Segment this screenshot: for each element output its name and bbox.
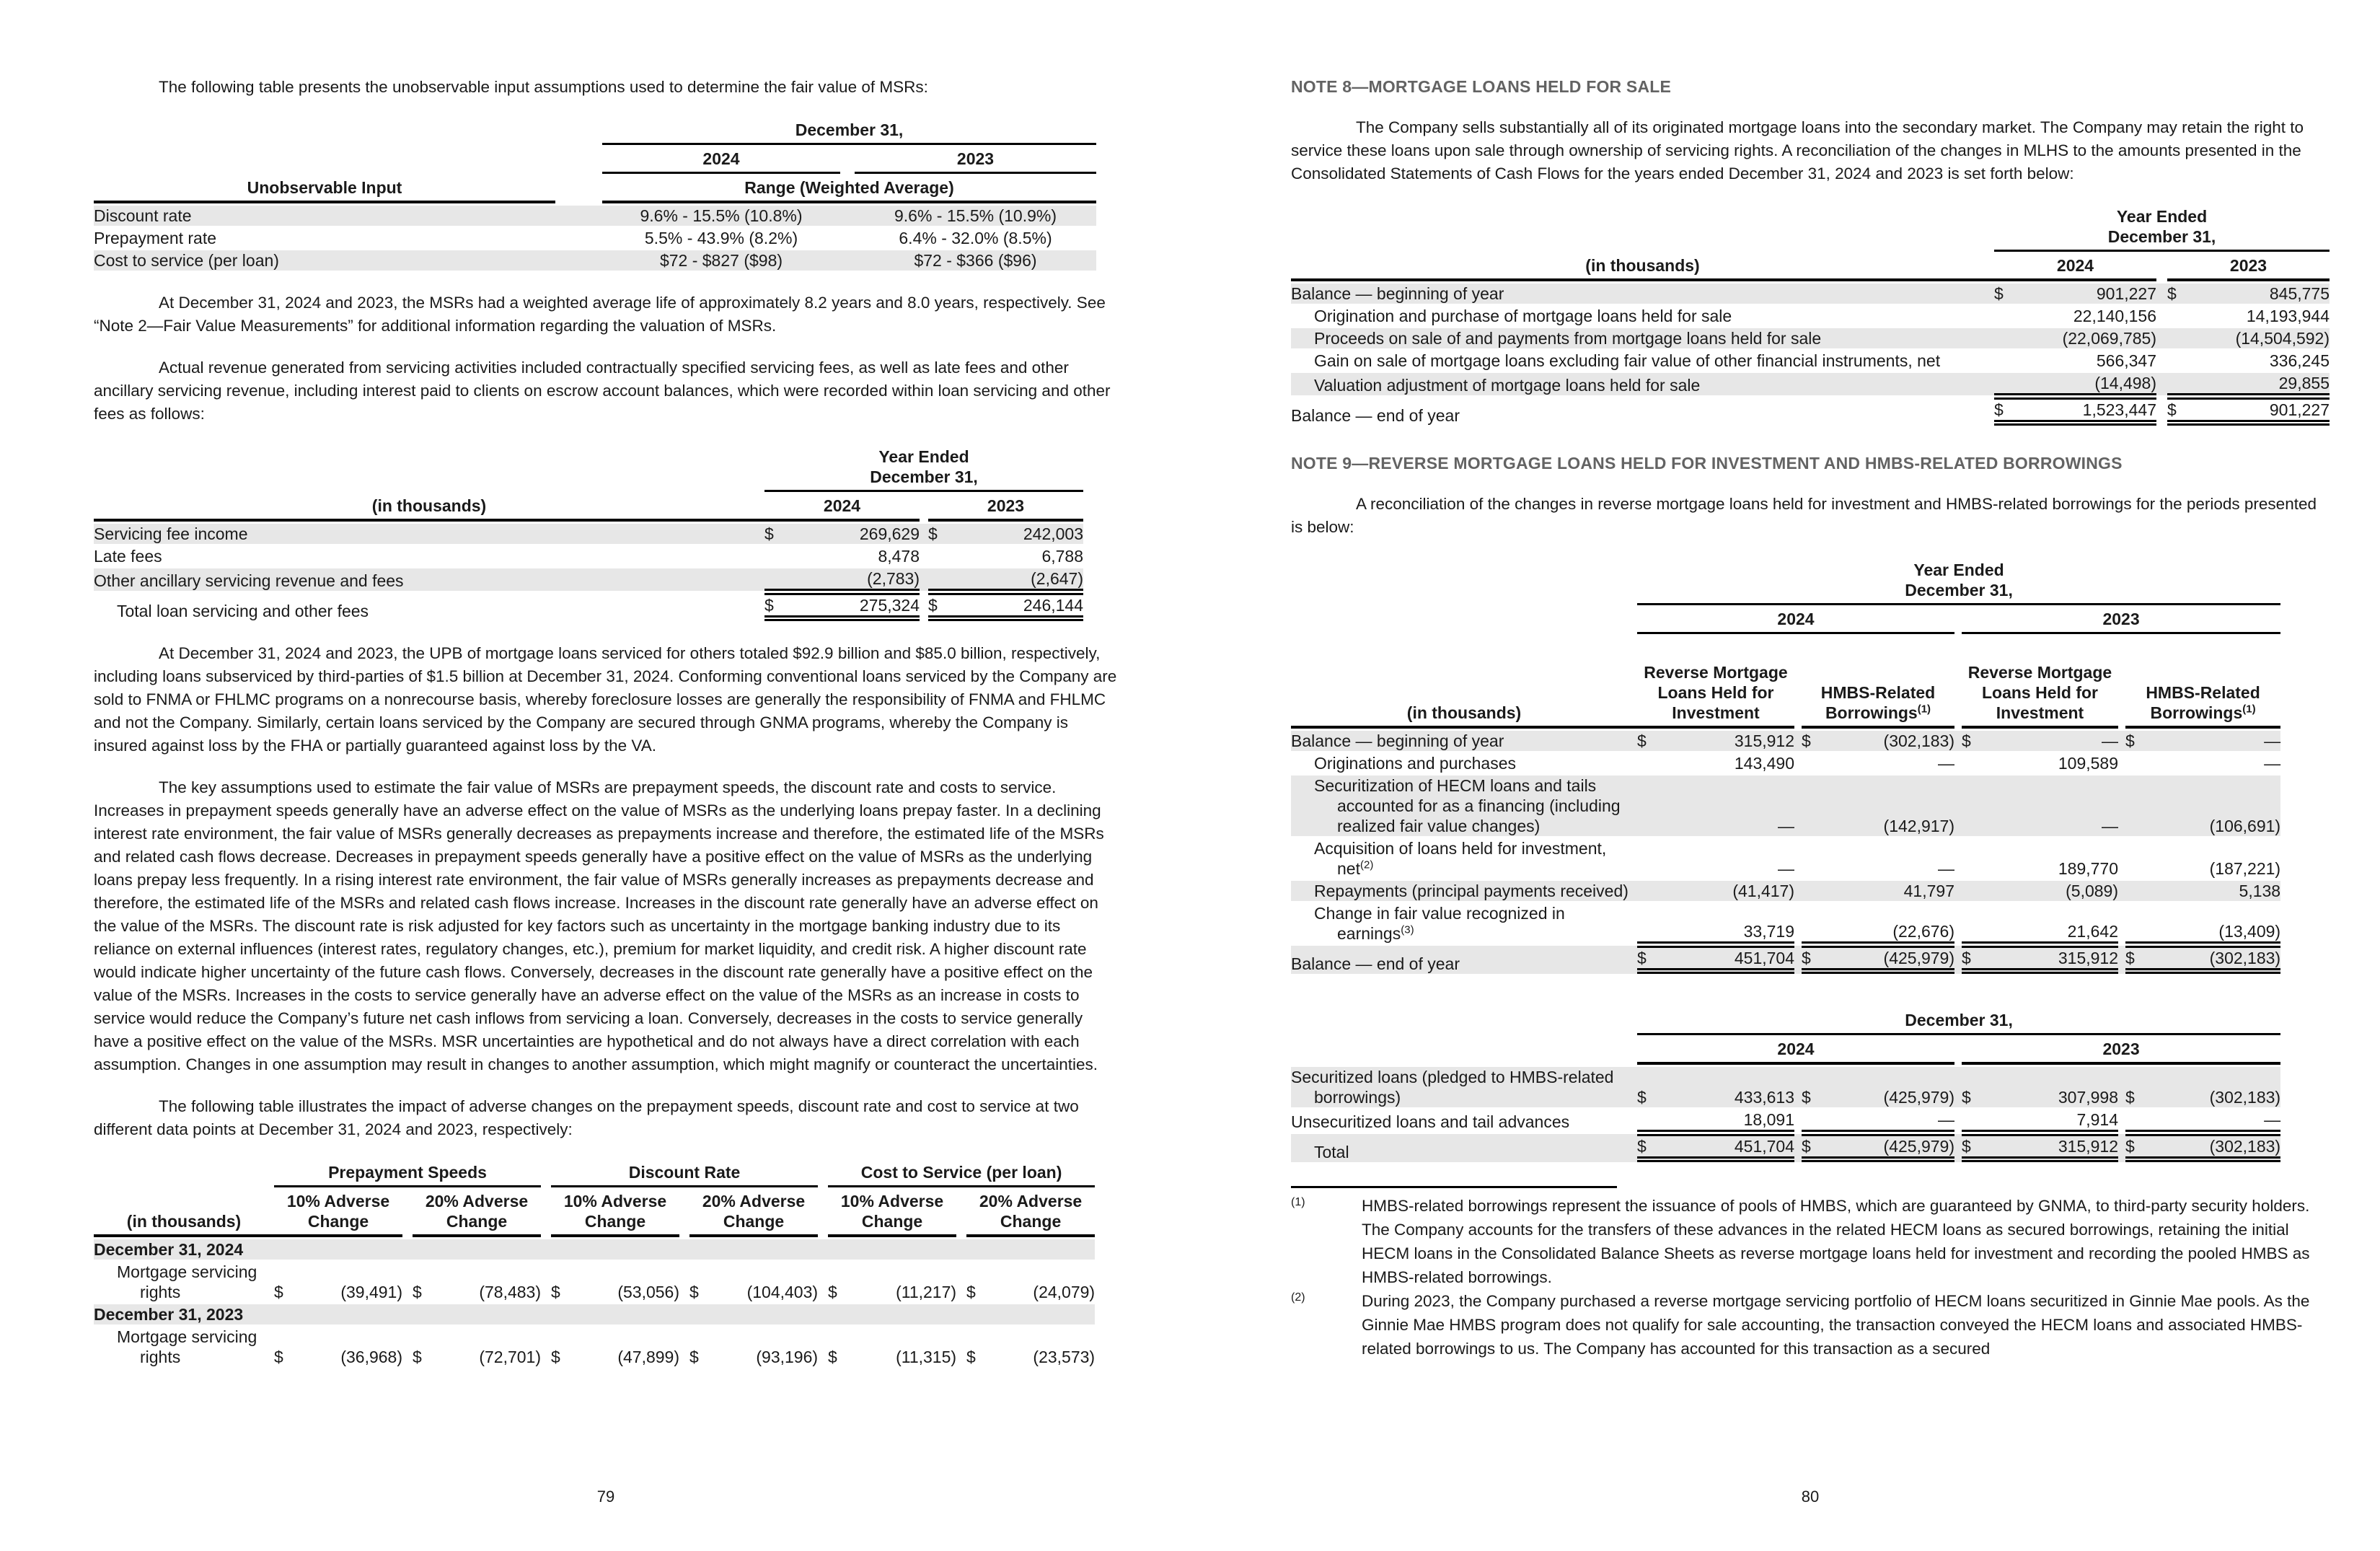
row-label: December 31, 2023: [94, 1305, 244, 1324]
cell-value: (142,917): [1883, 817, 1954, 835]
page-80: [1291, 0, 2330, 1361]
cell-value: $ (425,979): [1802, 946, 1954, 974]
row-label: Gain on sale of mortgage loans excluding fair value of other financial instruments, net: [1314, 351, 1941, 370]
range-header: Range (Weighted Average): [602, 176, 1096, 203]
cell-value: 5.5% - 43.9% (8.2%): [644, 229, 798, 247]
msr-inputs-table: [94, 116, 1096, 273]
year-2023-header: 2023: [928, 494, 1083, 522]
cell-value: $ (23,573): [966, 1348, 1096, 1366]
reverse-mortgage-column-header: Reverse Mortgage Loans Held for Investment: [1962, 636, 2118, 729]
table-row: [94, 1262, 1095, 1302]
cell-value: $ (11,217): [828, 1283, 957, 1301]
year-2024-header: 2024: [1637, 607, 1954, 634]
cell-value: $ (78,483): [413, 1283, 542, 1301]
cell-value: (187,221): [2209, 859, 2281, 878]
year-2023-header: 2023: [1962, 1037, 2280, 1065]
cell-value: —: [1802, 1110, 1954, 1132]
row-label: Mortgage servicing rights: [117, 1327, 257, 1366]
table-section-row: [94, 1239, 1095, 1260]
table-header-row: [1291, 607, 2280, 634]
table-row: [94, 1327, 1095, 1367]
cell-value: $ 451,704: [1637, 946, 1794, 974]
cell-value: $ (425,979): [1802, 1134, 1954, 1162]
cell-value: (14,498): [1994, 373, 2156, 395]
footnote-1: [1291, 1194, 2330, 1289]
table-header-row: [94, 494, 1083, 522]
table-row: [1291, 776, 2280, 836]
prepayment-speeds-header: Prepayment Speeds: [274, 1161, 541, 1187]
adverse-paragraph: The following table illustrates the impact of adverse changes on the prepayment speeds, discount rate and cost to service at two different data points at December 31, 2024 and 2023, respectively:: [94, 1097, 1079, 1138]
row-label: Total loan servicing and other fees: [117, 602, 369, 620]
upb-paragraph: At December 31, 2024 and 2023, the UPB of mortgage loans serviced for others totaled $92.9 billion and $85.0 billion, respectively, including loans subserviced by third-parties of $1.5 billion at December 31, 2024. Conforming conventional loans serviced by the Company are sold to FNMA or FHLMC programs on a nonrecourse basis, whereby foreclosure losses are generally the responsibility of FNMA and FHLMC and not the Company. Similarly, certain loans serviced by the Company are secured through GNMA programs, whereby the Company is insured against loss by the FHA or partially guaranteed against loss by the VA.: [94, 644, 1117, 755]
wal-paragraph: At December 31, 2024 and 2023, the MSRs had a weighted average life of approximately 8.2 years and 8.0 years, respectively. See “Note 2—Fair Value Measurements” for additional information regarding the valuation of MSRs.: [94, 294, 1106, 335]
table-row: [1291, 903, 2280, 944]
adverse-10-header: 10% Adverse Change: [828, 1190, 956, 1237]
table-header-row: [94, 147, 1096, 174]
cell-value: $ (47,899): [551, 1348, 680, 1366]
cell-value: (41,417): [1732, 882, 1794, 900]
footnote-text: During 2023, the Company purchased a reverse mortgage servicing portfolio of HECM loans securitized in Ginnie Mae pools. As the Ginnie Mae HMBS program does not qualify for sale accounting, the transaction conveyed the HECM loans and associated HMBS-related borrowings to us. The Company has accounted for this transaction as a secured: [1362, 1292, 2310, 1358]
table-row: [94, 546, 1083, 566]
table-header-row: [94, 1190, 1095, 1237]
page-number-79: 79: [596, 1488, 615, 1506]
cell-value: $ (425,979): [1802, 1088, 1954, 1107]
cell-value: (14,504,592): [2235, 329, 2330, 348]
table-header-row: [94, 118, 1096, 145]
cell-value: —: [1938, 754, 1954, 773]
table-row: [1291, 397, 2330, 426]
cell-value: 109,589: [2058, 754, 2118, 773]
cell-value: $ 246,144: [928, 593, 1083, 621]
cell-value: (22,069,785): [2062, 329, 2156, 348]
in-thousands-header: (in thousands): [1291, 636, 1637, 729]
row-label: Proceeds on sale of and payments from mortgage loans held for sale: [1314, 329, 1822, 348]
row-label: Discount rate: [94, 206, 192, 225]
row-label: Balance — end of year: [1291, 954, 1460, 973]
table-header-row: [1291, 1037, 2280, 1065]
table-row: [1291, 284, 2330, 304]
row-label: Balance — beginning of year: [1291, 284, 1504, 303]
cell-value: —: [2102, 817, 2118, 835]
footnote-2: [1291, 1289, 2330, 1361]
cell-value: 9.6% - 15.5% (10.8%): [640, 206, 803, 225]
reverse-mortgage-reconciliation-table: [1291, 556, 2280, 976]
cell-value: $ 242,003: [928, 524, 1083, 543]
cell-value: $ 315,912: [1962, 1134, 2118, 1162]
cell-value: $ 451,704: [1637, 1134, 1794, 1162]
in-thousands-header: (in thousands): [94, 494, 764, 522]
cell-value: (22,676): [1802, 903, 1954, 944]
adverse-10-header: 10% Adverse Change: [274, 1190, 402, 1237]
year-2024-header: 2024: [1994, 254, 2156, 281]
cell-value: $ (104,403): [689, 1283, 819, 1301]
december-31-header: December 31,: [1637, 1009, 2280, 1035]
cell-value: $ (39,491): [274, 1283, 402, 1301]
year-2024-header: 2024: [602, 147, 840, 174]
footnote-divider: [1291, 1186, 1617, 1188]
in-thousands-header: (in thousands): [94, 1190, 274, 1237]
table-row: [94, 250, 1096, 271]
cell-value: —: [2264, 754, 2281, 773]
table-header-row: [1291, 558, 2280, 605]
footnote-text: HMBS-related borrowings represent the issuance of pools of HMBS, which are guaranteed by GNMA, to third-party security holders. The Company accounts for the transfers of these advances in the related HECM loans as secured borrowings, retaining the initial HECM loans in the Consolidated Balance Sheets as reverse mortgage loans held for investment and recording the pooled HMBS as HMBS-related borrowings.: [1362, 1197, 2310, 1286]
adverse-20-header: 20% Adverse Change: [413, 1190, 541, 1237]
table-row: [1291, 838, 2280, 879]
cell-value: 5,138: [2239, 882, 2281, 900]
page-number-80: 80: [1801, 1488, 1820, 1506]
cell-value: $ 1,523,447: [1994, 397, 2156, 426]
row-label: Change in fair value recognized in earnings$^{(3)}$: [1314, 904, 1565, 943]
cell-value: (13,409): [2125, 903, 2280, 944]
table-row: [94, 593, 1083, 621]
cell-value: $ (53,056): [551, 1283, 680, 1301]
cell-value: 21,642: [1962, 903, 2118, 944]
cell-value: 29,855: [2167, 373, 2330, 395]
row-label: Valuation adjustment of mortgage loans held for sale: [1314, 376, 1701, 395]
row-label: Prepayment rate: [94, 229, 217, 247]
row-label: Securitized loans (pledged to HMBS-related borrowings): [1291, 1068, 1614, 1107]
adverse-20-header: 20% Adverse Change: [966, 1190, 1095, 1237]
table-header-row: [94, 445, 1083, 492]
row-label: Origination and purchase of mortgage loans held for sale: [1314, 307, 1732, 325]
row-label: Balance — end of year: [1291, 406, 1460, 425]
cell-value: 33,719: [1637, 903, 1794, 944]
cell-value: 143,490: [1734, 754, 1794, 773]
table-row: [1291, 351, 2330, 371]
table-header-row: [94, 176, 1096, 203]
cell-value: 6.4% - 32.0% (8.5%): [899, 229, 1052, 247]
year-2024-header: 2024: [1637, 1037, 1954, 1065]
row-label: Acquisition of loans held for investment, net$^{(2)}$: [1314, 839, 1607, 878]
cell-value: $ —: [1962, 731, 2118, 750]
cost-to-service-header: Cost to Service (per loan): [828, 1161, 1095, 1187]
table-row: [94, 206, 1096, 226]
adverse-20-header: 20% Adverse Change: [689, 1190, 818, 1237]
cell-value: 6,788: [1041, 547, 1083, 566]
cell-value: $ 433,613: [1637, 1088, 1794, 1107]
cell-value: $ (302,183): [2125, 946, 2280, 974]
year-2023-header: 2023: [855, 147, 1096, 174]
table-row: [1291, 881, 2280, 901]
table-row: [1291, 946, 2280, 974]
cell-value: $ (302,183): [1802, 731, 1954, 750]
row-label: Repayments (principal payments received): [1314, 882, 1628, 900]
unobservable-input-header: Unobservable Input: [94, 176, 555, 203]
row-label: Other ancillary servicing revenue and fees: [94, 571, 404, 590]
table-header-row: [1291, 636, 2280, 729]
table-row: [1291, 753, 2280, 773]
servicing-fees-table: [94, 443, 1083, 623]
mlhs-reconciliation-table: [1291, 203, 2330, 428]
year-2023-header: 2023: [1962, 607, 2280, 634]
cell-value: 9.6% - 15.5% (10.9%): [894, 206, 1057, 225]
cell-value: 566,347: [2096, 351, 2156, 370]
table-row: [1291, 306, 2330, 326]
cell-value: 8,478: [878, 547, 920, 566]
cell-value: $ (302,183): [2125, 1134, 2280, 1162]
year-2023-header: 2023: [2167, 254, 2330, 281]
row-label: December 31, 2024: [94, 1240, 244, 1259]
table-section-row: [94, 1304, 1095, 1324]
year-ended-header: Year Ended December 31,: [764, 445, 1083, 492]
table-row: [1291, 1134, 2280, 1162]
cell-value: 22,140,156: [2073, 307, 2156, 325]
cell-value: $ (11,315): [828, 1348, 957, 1366]
note9-heading: NOTE 9—REVERSE MORTGAGE LOANS HELD FOR INVESTMENT AND HMBS-RELATED BORROWINGS: [1291, 454, 2123, 473]
cell-value: $72 - $366 ($96): [914, 251, 1037, 270]
cell-value: $ 315,912: [1637, 731, 1794, 750]
cell-value: $ 307,998: [1962, 1088, 2118, 1107]
table-row: [1291, 328, 2330, 348]
year-ended-header: Year Ended December 31,: [1637, 558, 2280, 605]
page-79: [94, 0, 1118, 1369]
year-2024-header: 2024: [764, 494, 920, 522]
in-thousands-header: (in thousands): [1291, 254, 1994, 281]
cell-value: 41,797: [1903, 882, 1954, 900]
row-label: Total: [1314, 1143, 1349, 1161]
row-label: Servicing fee income: [94, 524, 248, 543]
note8-paragraph: The Company sells substantially all of its originated mortgage loans into the secondary market. The Company may retain the right to service these loans upon sale through ownership of servicing rights. A reconciliation of the changes in MLHS to the amounts presented in the Consolidated Statements of Cash Flows for the years ended December 31, 2024 and 2023 is set forth below:: [1291, 118, 2304, 183]
cell-value: —: [2125, 1110, 2280, 1132]
cell-value: $ (24,079): [966, 1283, 1096, 1301]
cell-value: 336,245: [2269, 351, 2330, 370]
cell-value: (5,089): [2066, 882, 2118, 900]
table-header-row: [94, 1161, 1095, 1187]
cell-value: —: [1938, 859, 1954, 878]
table-row: [94, 568, 1083, 591]
table-row: [1291, 1110, 2280, 1132]
row-label: Securitization of HECM loans and tails accounted for as a financing (including realized fair value changes): [1314, 776, 1621, 835]
cell-value: (2,783): [764, 568, 920, 591]
cell-value: $ —: [2125, 731, 2281, 750]
cell-value: 18,091: [1637, 1110, 1794, 1132]
cell-value: (106,691): [2209, 817, 2281, 835]
row-label: Unsecuritized loans and tail advances: [1291, 1112, 1570, 1131]
table-row: [1291, 1067, 2280, 1107]
reverse-mortgage-column-header: Reverse Mortgage Loans Held for Investment: [1637, 636, 1794, 729]
row-label: Balance — beginning of year: [1291, 731, 1504, 750]
row-label: Cost to service (per loan): [94, 251, 279, 270]
cell-value: 189,770: [2058, 859, 2118, 878]
table-row: [94, 524, 1083, 544]
cell-value: —: [1778, 817, 1794, 835]
intro-paragraph: The following table presents the unobservable input assumptions used to determine the fair value of MSRs:: [159, 78, 928, 96]
cell-value: $72 - $827 ($98): [659, 251, 783, 270]
row-label: Originations and purchases: [1314, 754, 1516, 773]
table-row: [1291, 373, 2330, 395]
securitized-loans-table: [1291, 1006, 2280, 1164]
cell-value: $ (93,196): [689, 1348, 819, 1366]
adverse-10-header: 10% Adverse Change: [551, 1190, 679, 1237]
year-ended-header: Year Ended December 31,: [1994, 205, 2330, 252]
cell-value: 7,914: [1962, 1110, 2118, 1132]
cell-value: $ (302,183): [2125, 1088, 2281, 1107]
cell-value: $ 269,629: [764, 524, 920, 543]
cell-value: $ (72,701): [413, 1348, 542, 1366]
footnote-marker: (2): [1291, 1291, 1305, 1304]
hmbs-borrowings-column-header: HMBS-Related Borrowings$^{(1)}$: [2125, 636, 2280, 729]
note9-paragraph: A reconciliation of the changes in reverse mortgage loans held for investment and HMBS-related borrowings for the periods presented is below:: [1291, 495, 2317, 536]
hmbs-borrowings-column-header: HMBS-Related Borrowings$^{(1)}$: [1802, 636, 1954, 729]
cell-value: $ (36,968): [274, 1348, 402, 1366]
cell-value: $ 901,227: [1994, 284, 2156, 303]
cell-value: (2,647): [928, 568, 1083, 591]
row-label: Mortgage servicing rights: [117, 1262, 257, 1301]
december-31-header: December 31,: [602, 118, 1096, 145]
table-header-row: [1291, 1009, 2280, 1035]
assumptions-paragraph: The key assumptions used to estimate the fair value of MSRs are prepayment speeds, the discount rate and costs to service. Increases in prepayment speeds generally have an adverse effect on the value of MSRs as the underlying loans prepay faster. In a declining interest rate environment, the fair value of MSRs generally decreases as prepayments increase and therefore, the estimated life of the MSRs and related cash flows decrease. Decreases in prepayment speeds generally have a positive effect on the value of MSRs as the underlying loans prepay less frequently. In a rising interest rate environment, the fair value of MSRs generally increases as prepayments decrease and therefore, the estimated life of the MSRs and related cash flows increase. Increases in the discount rate generally have an adverse effect on the value of the MSRs. The discount rate is risk adjusted for key factors such as uncertainty in the mortgage banking industry due to its reliance on external influences (interest rates, regulatory changes, etc.), premium for market liquidity, and credit risk. A higher discount rate would indicate higher uncertainty of the future cash flows. Conversely, decreases in the discount rate generally have a positive effect on the value of the MSRs. Increases in the costs to service generally have an adverse effect on the value of the MSRs as an increase in costs to service would reduce the Company’s future net cash inflows from servicing a loan. Conversely, decreases in the costs to service generally have a positive effect on the value of the MSRs. MSR uncertainties are hypothetical and do not always have a direct correlation with each assumption. Changes in one assumption may result in changes to another assumption, which might magnify or counteract the uncertainties.: [94, 778, 1104, 1073]
cell-value: 14,193,944: [2246, 307, 2330, 325]
revenue-paragraph: Actual revenue generated from servicing activities included contractually specified servicing fees, as well as late fees and other ancillary servicing revenue, including interest paid to clients on escrow account balances, which were recorded within loan servicing and other fees as follows:: [94, 359, 1111, 423]
table-row: [94, 228, 1096, 248]
footnotes-section: [1291, 1186, 2330, 1361]
table-header-row: [1291, 205, 2330, 252]
table-header-row: [1291, 254, 2330, 281]
footnote-marker: (1): [1291, 1196, 1305, 1208]
row-label: Late fees: [94, 547, 162, 566]
cell-value: $ 901,227: [2167, 397, 2330, 426]
cell-value: $ 275,324: [764, 593, 920, 621]
discount-rate-header: Discount Rate: [551, 1161, 818, 1187]
note8-heading: NOTE 8—MORTGAGE LOANS HELD FOR SALE: [1291, 77, 1672, 96]
table-row: [1291, 731, 2280, 751]
cell-value: —: [1778, 859, 1794, 878]
sensitivity-table: [94, 1159, 1095, 1369]
cell-value: $ 845,775: [2167, 284, 2330, 303]
cell-value: $ 315,912: [1962, 946, 2118, 974]
